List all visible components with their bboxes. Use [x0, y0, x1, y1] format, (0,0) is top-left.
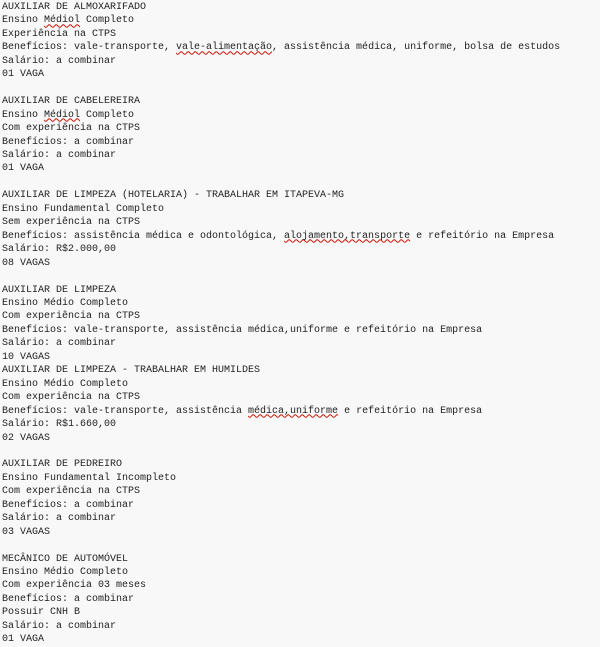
text-segment: e refeitório na Empresa	[338, 405, 483, 417]
job-detail-line	[2, 620, 600, 633]
job-listing	[2, 95, 600, 176]
job-listing	[2, 189, 600, 270]
job-detail-line	[2, 512, 600, 525]
text-segment: Com experiência na CTPS	[2, 486, 141, 498]
job-title: MECÂNICO DE AUTOMÓVEL	[2, 553, 129, 565]
job-listing	[2, 1, 600, 82]
text-segment: Possuir CNH B	[2, 607, 81, 619]
job-detail-line	[2, 149, 600, 162]
text-segment: Ensino Médio Completo	[2, 297, 129, 309]
job-detail-line	[2, 432, 600, 445]
job-detail-line	[2, 418, 600, 431]
job-detail-line	[2, 324, 600, 337]
text-segment: e refeitório na Empresa	[410, 230, 555, 242]
job-detail-line	[2, 391, 600, 404]
text-segment: Benefícios: a combinar	[2, 136, 135, 148]
misspelled-word: Médiol	[44, 15, 81, 27]
text-segment: Salário: a combinar	[2, 55, 117, 67]
job-detail-line	[2, 405, 600, 418]
text-segment: Completo	[80, 109, 135, 121]
job-detail-line	[2, 579, 600, 592]
job-detail-line	[2, 526, 600, 539]
job-detail-line	[2, 633, 600, 646]
text-segment: Benefícios: vale-transporte, assistência	[2, 405, 249, 417]
text-segment: Com experiência na CTPS	[2, 392, 141, 404]
text-segment: Ensino Fundamental Incompleto	[2, 472, 177, 484]
text-segment: 01 VAGA	[2, 69, 45, 81]
text-segment: 02 VAGAS	[2, 432, 51, 444]
text-segment: Salário: a combinar	[2, 338, 117, 350]
text-segment: 01 VAGA	[2, 634, 45, 646]
text-segment: 03 VAGAS	[2, 526, 51, 538]
job-detail-line	[2, 257, 600, 270]
job-title: AUXILIAR DE ALMOXARIFADO	[2, 2, 147, 13]
text-segment: Benefícios: vale-transporte,	[2, 42, 177, 54]
job-detail-line	[2, 499, 600, 512]
text-segment: Com experiência na CTPS	[2, 123, 141, 135]
text-segment: Benefícios: vale-transporte, assistência médica,uniforme e refeitório na Empresa	[2, 324, 483, 336]
job-detail-line	[2, 566, 600, 579]
job-title: AUXILIAR DE PEDREIRO	[2, 459, 123, 471]
misspelled-word: vale-alimentação	[176, 42, 273, 54]
text-segment: Experiência na CTPS	[2, 28, 117, 40]
text-segment: , assistência médica, uniforme, bolsa de estudos	[272, 42, 561, 54]
job-detail-line	[2, 122, 600, 135]
job-detail-line	[2, 472, 600, 485]
job-title: AUXILIAR DE CABELEREIRA	[2, 96, 141, 108]
text-segment: Benefícios: assistência médica e odontológica,	[2, 230, 285, 242]
text-segment: Ensino Fundamental Completo	[2, 203, 165, 215]
text-segment: Com experiência 03 meses	[2, 580, 147, 592]
job-detail-line	[2, 109, 600, 122]
job-listing	[2, 284, 600, 365]
text-segment: Salário: R$1.660,00	[2, 419, 117, 431]
job-title: AUXILIAR DE LIMPEZA	[2, 284, 117, 296]
job-detail-line	[2, 351, 600, 364]
job-detail-line	[2, 310, 600, 323]
text-segment: Salário: R$2.000,00	[2, 244, 117, 256]
job-detail-line	[2, 378, 600, 391]
text-segment: Salário: a combinar	[2, 620, 117, 632]
misspelled-word: alojamento,transporte	[284, 230, 411, 242]
job-title: AUXILIAR DE LIMPEZA (HOTELARIA) - TRABALHAR EM ITAPEVA-MG	[2, 190, 345, 202]
text-segment: Salário: a combinar	[2, 513, 117, 525]
job-detail-line	[2, 243, 600, 256]
text-segment: Ensino	[2, 15, 45, 27]
job-detail-line	[2, 14, 600, 27]
job-title: AUXILIAR DE LIMPEZA - TRABALHAR EM HUMILDES	[2, 365, 261, 377]
text-segment: Com experiência na CTPS	[2, 311, 141, 323]
job-detail-line	[2, 297, 600, 310]
job-detail-line	[2, 337, 600, 350]
text-segment: Sem experiência na CTPS	[2, 217, 141, 229]
job-detail-line	[2, 230, 600, 243]
job-detail-line	[2, 68, 600, 81]
job-detail-line	[2, 28, 600, 41]
text-segment: Ensino Médio Completo	[2, 567, 129, 579]
text-segment: 10 VAGAS	[2, 351, 51, 363]
job-detail-line	[2, 55, 600, 68]
misspelled-word: médica,uniforme	[248, 405, 339, 417]
text-segment: Completo	[80, 15, 135, 27]
job-detail-line	[2, 203, 600, 216]
text-segment: 08 VAGAS	[2, 257, 51, 269]
job-listing	[2, 364, 600, 445]
job-detail-line	[2, 136, 600, 149]
job-listing	[2, 553, 600, 647]
job-detail-line	[2, 593, 600, 606]
job-detail-line	[2, 41, 600, 54]
misspelled-word: Médiol	[44, 109, 81, 121]
text-segment: Ensino	[2, 109, 45, 121]
job-detail-line	[2, 485, 600, 498]
text-segment: 01 VAGA	[2, 163, 45, 175]
text-segment: Salário: a combinar	[2, 149, 117, 161]
job-detail-line	[2, 216, 600, 229]
text-segment: Ensino Médio Completo	[2, 378, 129, 390]
text-segment: Benefícios: a combinar	[2, 593, 135, 605]
job-listing	[2, 458, 600, 539]
job-detail-line	[2, 606, 600, 619]
text-segment: Benefícios: a combinar	[2, 499, 135, 511]
job-detail-line	[2, 162, 600, 175]
